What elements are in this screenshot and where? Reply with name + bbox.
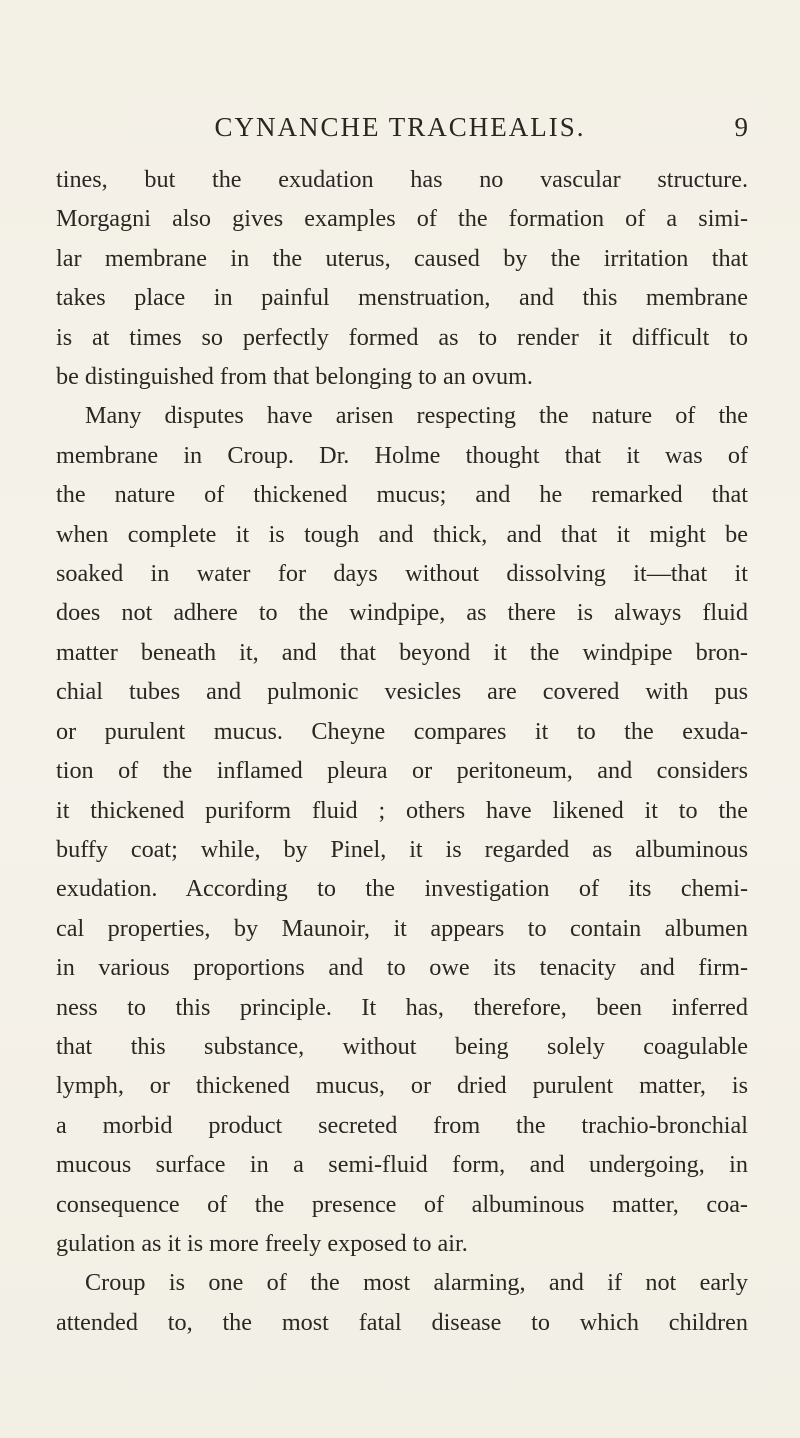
text-line: matter beneath it, and that beyond it the windpipe bron- xyxy=(56,638,748,666)
text-line: in various proportions and to owe its tenacity and firm- xyxy=(56,954,748,982)
text-line: tion of the inflamed pleura or peritoneum, and considers xyxy=(56,757,748,785)
text-line: Many disputes have arisen respecting the nature of the xyxy=(85,402,748,430)
text-line: that this substance, without being solely coagulable xyxy=(56,1032,748,1060)
text-line: be distinguished from that belonging to an ovum. xyxy=(56,363,533,391)
text-line: it thickened puriform fluid ; others have likened it to the xyxy=(56,796,748,824)
text-line: is at times so perfectly formed as to render it difficult to xyxy=(56,323,748,351)
text-line: cal properties, by Maunoir, it appears to contain albumen xyxy=(56,914,748,942)
body-text xyxy=(56,160,748,1342)
text-line: soaked in water for days without dissolving it—that it xyxy=(56,560,748,588)
text-line: membrane in Croup. Dr. Holme thought that it was of xyxy=(56,441,748,469)
text-line: gulation as it is more freely exposed to air. xyxy=(56,1229,468,1257)
text-line: takes place in painful menstruation, and this membrane xyxy=(56,284,748,312)
text-line: buffy coat; while, by Pinel, it is regarded as albuminous xyxy=(56,835,748,863)
text-line: or purulent mucus. Cheyne compares it to the exuda- xyxy=(56,717,748,745)
text-line: Morgagni also gives examples of the formation of a simi- xyxy=(56,205,748,233)
page-header xyxy=(0,112,800,152)
running-head: CYNANCHE TRACHEALIS. xyxy=(214,112,586,142)
text-line: tines, but the exudation has no vascular structure. xyxy=(56,166,748,193)
text-line: a morbid product secreted from the trachio-bronchial xyxy=(56,1111,748,1139)
paragraph xyxy=(56,160,748,396)
text-line: exudation. According to the investigation of its chemi- xyxy=(56,875,748,903)
text-line: ness to this principle. It has, therefore, been inferred xyxy=(56,993,748,1021)
text-line: consequence of the presence of albuminous matter, coa- xyxy=(56,1190,748,1218)
paragraph xyxy=(56,1263,748,1342)
text-line: Croup is one of the most alarming, and if not early xyxy=(85,1269,748,1297)
text-line: mucous surface in a semi-fluid form, and undergoing, in xyxy=(56,1151,748,1179)
text-line: lymph, or thickened mucus, or dried purulent matter, is xyxy=(56,1072,748,1100)
text-line: chial tubes and pulmonic vesicles are covered with pus xyxy=(56,678,748,706)
text-line: attended to, the most fatal disease to which children xyxy=(56,1308,748,1336)
text-line: lar membrane in the uterus, caused by the irritation that xyxy=(56,244,748,272)
paragraph xyxy=(56,396,748,1263)
text-line: does not adhere to the windpipe, as there is always fluid xyxy=(56,599,748,627)
text-line: the nature of thickened mucus; and he remarked that xyxy=(56,481,748,509)
page-number: 9 xyxy=(734,112,748,142)
text-line: when complete it is tough and thick, and that it might be xyxy=(56,520,748,548)
